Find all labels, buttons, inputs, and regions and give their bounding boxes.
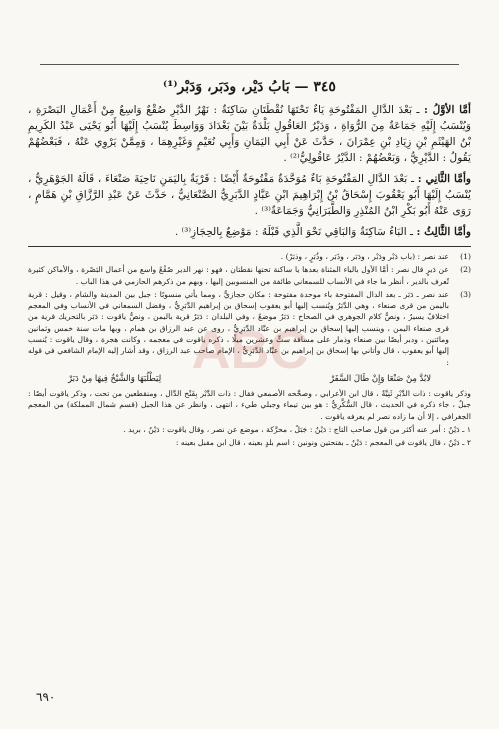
paragraph-third	[28, 224, 471, 240]
footnote-continuation: ١ ـ دَيْنٌ : أمر عنه أكثر من قول صاحب التاج : دَيْنٌ : جَبَلٌ ، محرَّكة ، موضع عن نصر ، وقال ياقوت : دَيْنٌ ، بريد .	[123, 424, 471, 434]
verse-first-hemistich: لابُدَّ مِنْ صَنْعَا وَإِنْ طَالَ السَّفَرْ	[330, 372, 431, 383]
footnote	[28, 264, 471, 287]
verse-second-hemistich: لِيَطْلُبَهَا وَالشَّيْخُ فِيهَا مِنْ دَبَرْ	[68, 372, 162, 383]
footnote-text: عند نصر ـ دَبَر ـ بعد الدال المفتوحة باء موحدة مفتوحة : مكان حجازيٌّ ، ومما يأتي منسوبًا : جبل بين المدينة والشام ، وقيل : قرية باليمن من قرى صنعاء ، وهي الدَّبَرُ ويُنسب إليها أبو يعقوب إسحاق بن إبراهيم الدَّبَرِيُّ ، وفضل السمعاني في الأنساب وفي المعجم اختلافٌ يسيرٌ ، ونصُّ كلام الجوهري في الصحاح : دَبَرٌ موضعٌ ، وفي البلدان : دَبَرٌ قرية باليمن ، ونصُّ ياقوت : دَبَر بالتحريك قرية من قرى صنعاء اليمن ، وينسب إليها إسحاق بن إبراهيم بن عبَّاد الدَّبَرِيُّ ، روى عن عبد الرزاق بن همام ، وبها مات سنة خمس وثمانين ومائتين ، ودبر أيضًا بين صنعاء وذمار على مسافة ستٍّ وعشرين ميلًا ، ذكره ياقوت في معجمه ، وكانت هجرة ، وقال ياقوت : يُنسب إليها أبو يعقوب ، قال وأتاني بها إسحاق بن إبراهيم بن عبَّاد الدَّبَرِيُّ ، الإمام صاحب عبد الرزاق ، وقد أشار إليه الإمام الشافعي في قوله :	[28, 289, 449, 367]
footnote	[28, 289, 471, 368]
footnote-text: عن دَيرٍ قال نصر : أمَّا الأول بالياء المثناة بعدها يا ساكنة تحتها نقطتان ، فهو : نهر الدير صُقْعٌ واسع من أعمال البَصْرة ، والأماكن كثيرة تُعرف بالدير ، أنظر ما جاء في الأنساب للسمعاني طائفة من المنسوبين إليها ، وبهم من ذكرهم الحازمي في هذا الباب .	[28, 265, 449, 286]
watermark-text: ABC	[191, 320, 309, 380]
section-title: ٣٤٥ — بَابُ دَيْر، ودَبَر، وَدَبْر⁽¹⁾	[163, 79, 336, 95]
top-rule	[40, 64, 459, 65]
paragraph-first	[28, 102, 471, 166]
footnote	[28, 251, 471, 262]
page-number: ٦٩٠	[36, 690, 56, 704]
paragraph-text: ـ بَعْدَ الدَّالِ المَفْتُوحَةِ يَاءٌ تَحْتَهَا نُقْطَتَانِ سَاكِنَةٌ : نَهْرُ الدَّيْرِ صُقْعٌ وَاسِعٌ مِنْ أَعْمَالِ البَصْرَةِ ، وَيُنْسَبُ إِلَيْهِ جَمَاعَةٌ مِنَ الرُّوَاةِ ، وَدَيْرُ العَاقُولِ بَلْدَةٌ بَيْنَ بَغْدَادَ وَوَاسِطَ يُنْسَبُ إِلَيْهَا أَبُو يَحْيَى عَبْدُ الكَرِيمِ بْنُ الهَيْثَمِ بْنِ زِيَادِ بْنِ عِمْرَانَ ، حَدَّثَ عَنْ أَبِي اليَمَانِ وَأَبِي نُعَيْمٍ وَغَيْرِهِمَا ، وَمِمَّنْ يَرْوِي عَنْهُ ، فَبَعْضُهُمْ يَقُولُ : الدَّيْرِيُّ ، وَبَعْضُهُمْ : الدَّيْرُ عَاقُولِيُّ⁽²⁾ .	[28, 104, 471, 164]
page-content	[28, 78, 471, 450]
footnote-number: (3)	[460, 289, 471, 299]
footnotes	[28, 251, 471, 448]
footnote-number: (2)	[460, 265, 471, 275]
footnote-continuation: وذكر ياقوت : ذات الدَّبْرِ ثَنِيَّةٌ ، قال ابن الأعرابي ، وصحَّحه الأصمعي فقال : ذات الدَّبْر بِفَتْح الدَّال ، ومنقطعين من تحت ، وذكر ياقوت أيضًا : جبلٌ ، جاء ذكره في الحديث ، قال السُّكَّرِيُّ : هو بين تيماء وجبلي طيء ، انتهى ، وانظر عن هذا الجبل (قسم شمال المملكة) من المعجم الجغرافي ، إلا أن ما زاده نصر لم يعرفه ياقوت .	[28, 388, 471, 421]
footnote-continuation: ٢ ـ دَيْنٌ ، قال ياقوت في المعجم : دَيْنٌ ـ بفتحتين ونونين : اسم بلدٍ بعينه ، قال ابن مقبل بعينه :	[175, 438, 471, 448]
footnote-text: عند نصر : (باب دَبْر ودَبْر ، ودَبَر ، وذَبَر ، وذُبَرٍ ، وذبَرْ) .	[280, 252, 449, 261]
paragraph-lead: أمَّا الأوَّلُ :	[423, 104, 471, 116]
paragraph-text: ـ البَاءُ سَاكِنَةٌ وَالبَاقِي نَحْوَ الَّذِي قَبْلَهُ : مَوْضِعٌ بِالحِجَازِ⁽³⁾ .	[174, 226, 414, 238]
paragraph-lead: وأمَّا الثَّانِي :	[417, 173, 472, 185]
footnote-number: (1)	[460, 252, 471, 261]
paragraph-second	[28, 171, 471, 219]
paragraph-text: ـ بَعْدَ الدَّالِ المَفْتُوحَةِ بَاءٌ مُوَحَّدَةٌ مَفْتُوحَةٌ أَيْضًا : قَرْيَةٌ بِاليَمَنِ نَاحِيَةَ صَنْعَاءَ ، قَالَهُ الجَوْهَرِيُّ ، يُنْسَبُ إِلَيْهَا أَبُو يَعْقُوبَ إِسْحَاقُ بْنُ إِبْرَاهِيمَ ابْنِ عَبَّادٍ الدَّبَرِيُّ الصَّنْعَانِيُّ ، حَدَّثَ عَنْ عَبْدِ الرَّزَّاقِ بْنِ هَمَّامٍ ، رَوَى عَنْهُ أَبُو بَكْرِ ابْنُ المُنْذِرِ وَالطَّبَرَانِيُّ وَجَمَاعَةٌ⁽³⁾ .	[28, 173, 471, 217]
footnote-divider	[28, 246, 471, 247]
paragraph-lead: وأمَّا الثَّالِثُ :	[416, 226, 471, 238]
poem-verse	[68, 372, 431, 384]
